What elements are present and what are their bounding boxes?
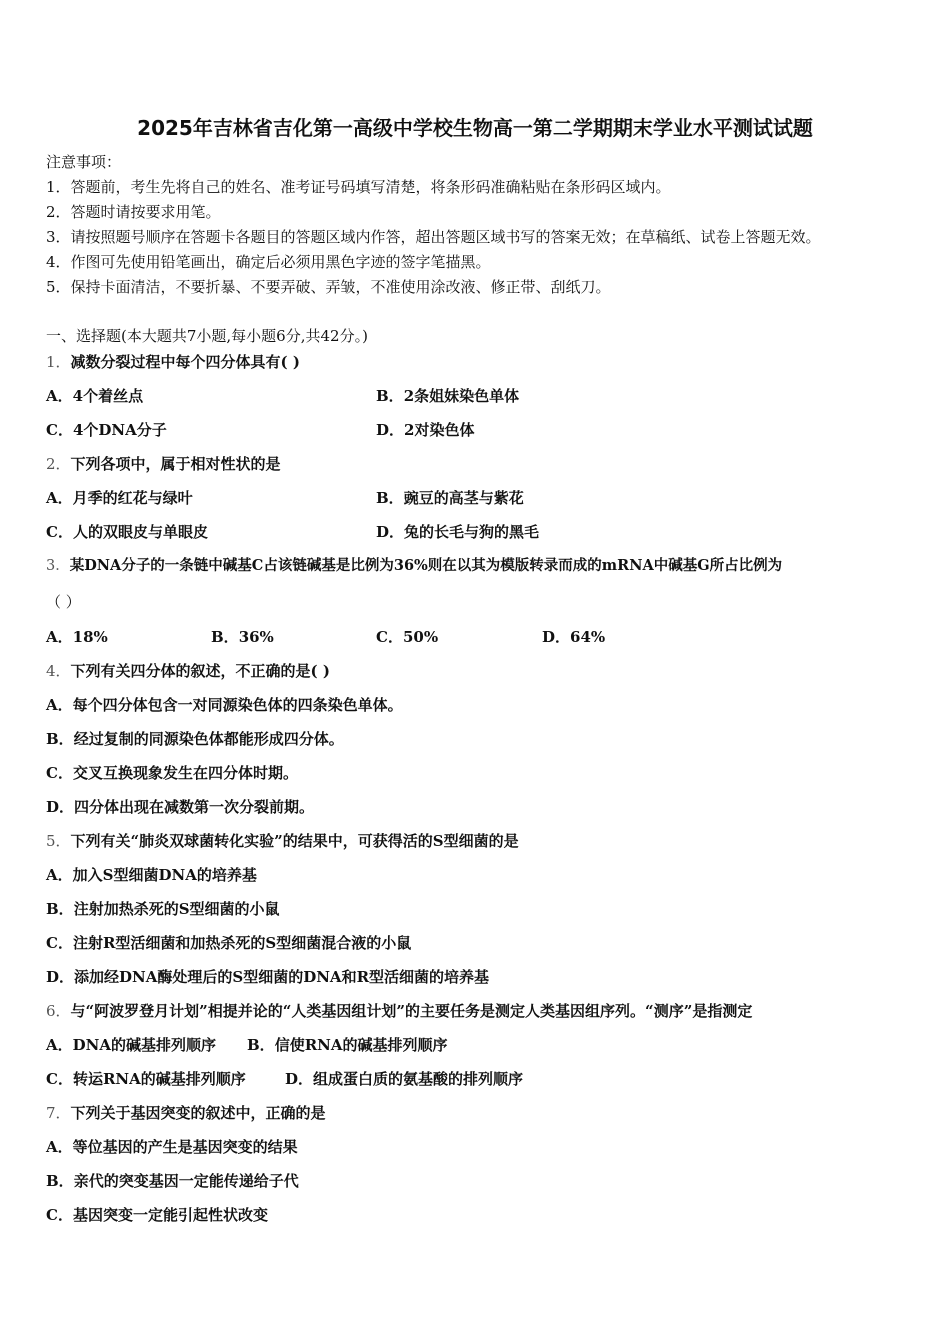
option-text: 18% <box>72 628 108 646</box>
question-2 <box>46 454 281 474</box>
option-label: B． <box>46 730 74 748</box>
question-number: 3． <box>46 558 70 574</box>
option-text: 4个着丝点 <box>72 387 144 405</box>
option-d <box>542 627 605 647</box>
question-number: 4． <box>46 662 71 680</box>
option-label: C． <box>46 1206 73 1224</box>
option-text: 四分体出现在减数第一次分裂前期。 <box>74 798 315 816</box>
notice-item: 1．答题前，考生先将自己的姓名、准考证号码填写清楚，将条形码准确粘贴在条形码区域内。 <box>46 178 671 196</box>
option-b <box>376 488 524 508</box>
question-5 <box>46 831 519 851</box>
option-c <box>46 1205 268 1225</box>
option-text: 添加经DNA酶处理后的S型细菌的DNA和R型活细菌的培养基 <box>74 968 490 986</box>
option-a <box>46 1035 216 1055</box>
question-number: 1． <box>46 353 71 371</box>
option-b <box>376 386 519 406</box>
option-text: 信使RNA的碱基排列顺序 <box>274 1036 448 1054</box>
option-label: C． <box>46 421 73 439</box>
option-a <box>46 386 143 406</box>
option-d <box>376 420 474 440</box>
option-a <box>46 627 108 647</box>
option-label: C． <box>46 764 73 782</box>
option-c <box>46 522 208 542</box>
question-number: 5． <box>46 832 71 850</box>
option-label: B． <box>46 900 74 918</box>
option-a <box>46 1137 298 1157</box>
section-heading: 一、选择题(本大题共7小题,每小题6分,共42分。) <box>46 327 368 345</box>
option-text: 注射加热杀死的S型细菌的小鼠 <box>73 900 280 918</box>
option-text: 加入S型细菌DNA的培养基 <box>72 866 257 884</box>
option-label: A． <box>46 1036 73 1054</box>
option-text: 4个DNA分子 <box>72 421 167 439</box>
notice-item: 3．请按照题号顺序在答题卡各题目的答题区域内作答，超出答题区域书写的答案无效；在草稿纸、试卷上答题无效。 <box>46 228 821 246</box>
question-stem: 与“阿波罗登月计划”相提并论的“人类基因组计划”的主要任务是测定人类基因组序列。“测序”是指测定 <box>70 1002 753 1020</box>
option-b <box>46 729 344 749</box>
option-label: A． <box>46 387 73 405</box>
option-label: B． <box>46 1172 74 1190</box>
question-number: 6． <box>46 1002 71 1020</box>
option-c <box>46 1069 246 1089</box>
option-c <box>46 763 298 783</box>
option-text: 2对染色体 <box>404 421 475 439</box>
option-text: 月季的红花与绿叶 <box>72 489 193 507</box>
option-c <box>46 933 411 953</box>
option-label: A． <box>46 866 73 884</box>
question-stem: 下列有关四分体的叙述，不正确的是( ) <box>70 662 330 680</box>
question-stem: 下列有关“肺炎双球菌转化实验”的结果中，可获得活的S型细菌的是 <box>70 832 519 850</box>
option-text: 亲代的突变基因一定能传递给子代 <box>73 1172 299 1190</box>
option-label: B． <box>376 489 404 507</box>
option-text: 50% <box>402 628 439 646</box>
option-a <box>46 695 403 715</box>
option-b <box>211 627 274 647</box>
option-text: 组成蛋白质的氨基酸的排列顺序 <box>313 1070 524 1088</box>
option-text: 注射R型活细菌和加热杀死的S型细菌混合液的小鼠 <box>72 934 412 952</box>
option-label: B． <box>376 387 404 405</box>
option-text: 经过复制的同源染色体都能形成四分体。 <box>73 730 344 748</box>
notice-item: 4．作图可先使用铅笔画出，确定后必须用黑色字迹的签字笔描黑。 <box>46 253 491 271</box>
notice-item: 2．答题时请按要求用笔。 <box>46 203 221 221</box>
question-3-blank: （ ） <box>46 593 81 611</box>
option-label: A． <box>46 696 73 714</box>
question-4 <box>46 661 330 681</box>
option-c <box>376 627 438 647</box>
option-text: 豌豆的高茎与紫花 <box>403 489 524 507</box>
option-label: C． <box>46 934 73 952</box>
question-stem: 某DNA分子的一条链中碱基C占该链碱基是比例为36%则在以其为模版转录而成的mRNA中碱基G所占比例为 <box>69 557 783 574</box>
question-stem: 减数分裂过程中每个四分体具有( ) <box>70 353 300 371</box>
question-3 <box>46 556 782 576</box>
question-7 <box>46 1103 326 1123</box>
option-b <box>247 1035 448 1055</box>
option-text: 每个四分体包含一对同源染色体的四条染色单体。 <box>72 696 403 714</box>
option-b <box>46 1171 299 1191</box>
option-label: D． <box>46 798 75 816</box>
option-label: D． <box>376 421 405 439</box>
option-d <box>46 967 489 987</box>
option-text: 64% <box>570 628 606 646</box>
question-number: 2． <box>46 455 71 473</box>
notice-item: 5．保持卡面清洁，不要折暴、不要弄破、弄皱，不准使用涂改液、修正带、刮纸刀。 <box>46 278 611 296</box>
option-text: 基因突变一定能引起性状改变 <box>72 1206 268 1224</box>
option-label: A． <box>46 489 73 507</box>
option-label: B． <box>247 1036 275 1054</box>
option-text: 36% <box>238 628 274 646</box>
option-label: A． <box>46 1138 73 1156</box>
option-text: 交叉互换现象发生在四分体时期。 <box>72 764 298 782</box>
option-label: C． <box>46 1070 73 1088</box>
notice-heading: 注意事项： <box>46 153 122 171</box>
option-text: 2条姐妹染色单体 <box>403 387 520 405</box>
question-number: 7． <box>46 1104 71 1122</box>
option-b <box>46 899 280 919</box>
option-a <box>46 488 193 508</box>
option-label: D． <box>46 968 75 986</box>
option-c <box>46 420 167 440</box>
question-stem: 下列各项中，属于相对性状的是 <box>70 455 281 473</box>
option-label: D． <box>285 1070 314 1088</box>
option-label: C． <box>46 523 73 541</box>
option-d <box>376 522 539 542</box>
question-1 <box>46 352 300 372</box>
question-stem: 下列关于基因突变的叙述中，正确的是 <box>70 1104 326 1122</box>
option-text: 兔的长毛与狗的黑毛 <box>404 523 540 541</box>
option-d <box>46 797 314 817</box>
option-text: 等位基因的产生是基因突变的结果 <box>72 1138 298 1156</box>
option-label: C． <box>376 628 403 646</box>
option-label: A． <box>46 628 73 646</box>
option-label: D． <box>376 523 405 541</box>
option-label: D． <box>542 628 571 646</box>
option-a <box>46 865 257 885</box>
option-d <box>285 1069 523 1089</box>
option-label: B． <box>211 628 239 646</box>
question-6 <box>46 1001 752 1021</box>
option-text: 转运RNA的碱基排列顺序 <box>72 1070 246 1088</box>
option-text: 人的双眼皮与单眼皮 <box>72 523 208 541</box>
option-text: DNA的碱基排列顺序 <box>72 1036 216 1054</box>
page-title: 2025年吉林省吉化第一高级中学校生物高一第二学期期末学业水平测试试题 <box>137 116 813 140</box>
